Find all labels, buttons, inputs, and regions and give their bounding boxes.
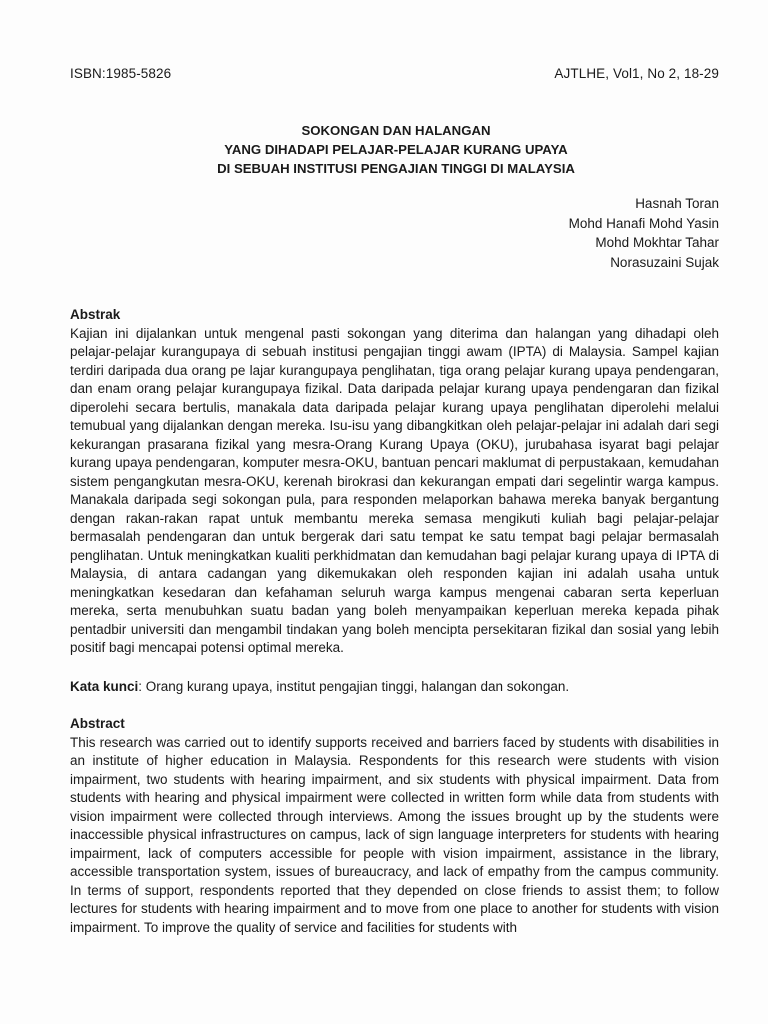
keywords-text: : Orang kurang upaya, institut pengajian tinggi, halangan dan sokongan.: [138, 679, 570, 694]
abstrak-body: Kajian ini dijalankan untuk mengenal pasti sokongan yang diterima dan halangan yang dihadapi oleh pelajar-pelajar kurangupaya di sebuah institusi pengajian tinggi awam (IPTA) di Malaysia. Sampel kajian terdiri daripada dua orang pe lajar kurangupaya penglihatan, tiga orang pelajar kurang upaya pendengaran, dan enam orang pelajar kurangupaya fizikal. Data daripada pelajar kurang upaya pendengaran dan fizikal diperolehi secara bertulis, manakala data daripada pelajar kurang upaya penglihatan diperolehi melalui temubual yang dijalankan dengan mereka. Isu-isu yang dibangkitkan oleh pelajar-pelajar ini adalah dari segi kekurangan prasarana fizikal yang mesra-Orang Kurang Upaya (OKU), jurubahasa isyarat bagi pelajar kurang upaya pendengaran, komputer mesra-OKU, bantuan pencari maklumat di perpustakaan, kemudahan sistem pengangkutan mesra-OKU, kerenah birokrasi dan kekurangan empati dari segelintir warga kampus. Manakala daripada segi sokongan pula, para responden melaporkan bahawa mereka banyak bergantung dengan rakan-rakan rapat untuk membantu mereka semasa mengikuti kuliah bagi pelajar-pelajar bermasalah pendengaran dan untuk bergerak dari satu tempat ke satu tempat bagi pelajar bermasalah penglihatan. Untuk meningkatkan kualiti perkhidmatan dan kemudahan bagi pelajar kurang upaya di IPTA di Malaysia, di antara cadangan yang dikemukakan oleh responden kajian ini adalah usaha untuk meningkatkan kesedaran dan kefahaman seluruh warga kampus mengenai cabaran serta keperluan mereka, serta menubuhkan suatu badan yang boleh menyampaikan keperluan mereka kepada pihak pentadbir universiti dan mengambil tindakan yang boleh mencipta persekitaran fizikal dan sosial yang lebih positif bagi mencapai potensi optimal mereka.: [70, 325, 719, 655]
title-line-1: SOKONGAN DAN HALANGAN: [301, 123, 491, 138]
author-name: Norasuzaini Sujak: [610, 254, 719, 270]
keywords-label: Kata kunci: [70, 679, 139, 694]
abstract-heading: Abstract: [70, 716, 125, 731]
abstract-section: [70, 715, 719, 937]
isbn-label: ISBN:1985-5826: [70, 66, 172, 81]
author-name: Mohd Mokhtar Tahar: [595, 235, 719, 250]
title-line-2: YANG DIHADAPI PELAJAR-PELAJAR KURANG UPAYA: [224, 142, 568, 157]
keywords-section: [70, 678, 719, 697]
author-list: [569, 194, 719, 272]
abstrak-heading: Abstrak: [70, 307, 121, 322]
abstract-body: This research was carried out to identify supports received and barriers faced by students with disabilities in an institute of higher education in Malaysia. Respondents for this research were students with vision impairment, two students with hearing impairment, and six students with physical impairment. Data from students with hearing and physical impairment were collected in written form while data from students with vision impairment were collected through interviews. Among the issues brought up by the students were inaccessible physical infrastructures on campus, lack of sign language interpreters for students with hearing impairment, lack of computers accessible for people with vision impairment, assistance in the library, accessible transportation system, issues of bureaucracy, and lack of empathy from the campus community. In terms of support, respondents reported that they depended on close friends to assist them; to follow lectures for students with hearing impairment and to move from one place to another for students with vision impairment. To improve the quality of service and facilities for students with: [70, 734, 719, 935]
title-line-3: DI SEBUAH INSTITUSI PENGAJIAN TINGGI DI MALAYSIA: [217, 161, 575, 176]
paper-title: [0, 121, 768, 178]
author-name: Hasnah Toran: [635, 196, 719, 211]
author-name: Mohd Hanafi Mohd Yasin: [568, 215, 719, 231]
abstrak-section: [70, 306, 719, 658]
journal-reference: AJTLHE, Vol1, No 2, 18-29: [554, 66, 719, 81]
page-header: [70, 66, 719, 81]
keywords-line: [70, 678, 719, 697]
